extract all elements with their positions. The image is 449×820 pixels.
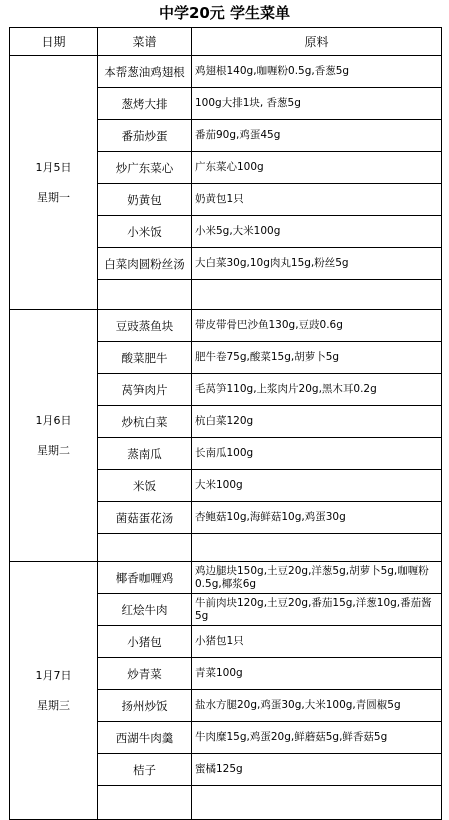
dish-cell [98,534,192,562]
dish-cell: 菌菇蛋花汤 [98,502,192,534]
header-row [10,28,442,56]
header-date: 日期 [10,28,98,56]
day-weekday: 星期三 [37,698,70,712]
ingredients-cell: 小米5g,大米100g [192,216,442,248]
ingredients-cell: 小猪包1只 [192,626,442,658]
ingredients-cell: 大白菜30g,10g肉丸15g,粉丝5g [192,248,442,280]
ingredients-cell: 长南瓜100g [192,438,442,470]
day-date: 1月5日 [35,160,72,174]
ingredients-cell: 鸡边腿块150g,土豆20g,洋葱5g,胡萝卜5g,咖喱粉0.5g,椰浆6g [192,562,442,594]
ingredients-cell [192,534,442,562]
dish-cell: 小米饭 [98,216,192,248]
dish-cell: 葱烤大排 [98,88,192,120]
table-row [10,310,442,342]
dish-cell: 番茄炒蛋 [98,120,192,152]
day-weekday: 星期一 [37,190,70,204]
dish-cell: 小猪包 [98,626,192,658]
ingredients-cell [192,786,442,820]
day-cell [10,56,98,310]
ingredients-cell: 奶黄包1只 [192,184,442,216]
day-date: 1月6日 [35,413,72,427]
table-row [10,562,442,594]
dish-cell: 酸菜肥牛 [98,342,192,374]
ingredients-cell: 肥牛卷75g,酸菜15g,胡萝卜5g [192,342,442,374]
ingredients-cell: 杏鲍菇10g,海鲜菇10g,鸡蛋30g [192,502,442,534]
dish-cell: 本帮葱油鸡翅根 [98,56,192,88]
ingredients-cell: 杭白菜120g [192,406,442,438]
ingredients-cell: 100g大排1块, 香葱5g [192,88,442,120]
ingredients-cell: 牛前肉块120g,土豆20g,番茄15g,洋葱10g,番茄酱5g [192,594,442,626]
page-title: 中学20元 学生菜单 [158,4,291,22]
day-date: 1月7日 [35,668,72,682]
ingredients-cell: 大米100g [192,470,442,502]
dish-cell: 米饭 [98,470,192,502]
ingredients-cell: 青菜100g [192,658,442,690]
dish-cell: 奶黄包 [98,184,192,216]
dish-cell [98,786,192,820]
table-row [10,56,442,88]
dish-cell: 扬州炒饭 [98,690,192,722]
ingredients-cell: 带皮带骨巴沙鱼130g,豆豉0.6g [192,310,442,342]
dish-cell: 豆豉蒸鱼块 [98,310,192,342]
header-dish: 菜谱 [98,28,192,56]
dish-cell: 红烩牛肉 [98,594,192,626]
day-cell [10,562,98,820]
day-cell [10,310,98,562]
dish-cell: 白菜肉圆粉丝汤 [98,248,192,280]
ingredients-cell: 广东菜心100g [192,152,442,184]
ingredients-cell: 牛肉糜15g,鸡蛋20g,鲜蘑菇5g,鲜香菇5g [192,722,442,754]
dish-cell: 炒青菜 [98,658,192,690]
day-weekday: 星期二 [37,443,70,457]
ingredients-cell [192,280,442,310]
dish-cell: 椰香咖喱鸡 [98,562,192,594]
menu-body [10,56,442,820]
menu-table [9,27,442,820]
ingredients-cell: 番茄90g,鸡蛋45g [192,120,442,152]
ingredients-cell: 盐水方腿20g,鸡蛋30g,大米100g,青圆椒5g [192,690,442,722]
ingredients-cell: 鸡翅根140g,咖喱粉0.5g,香葱5g [192,56,442,88]
dish-cell [98,280,192,310]
dish-cell: 炒广东菜心 [98,152,192,184]
dish-cell: 炒杭白菜 [98,406,192,438]
header-ingredients: 原料 [192,28,442,56]
ingredients-cell: 毛莴笋110g,上浆肉片20g,黑木耳0.2g [192,374,442,406]
dish-cell: 莴笋肉片 [98,374,192,406]
dish-cell: 西湖牛肉羹 [98,722,192,754]
dish-cell: 桔子 [98,754,192,786]
ingredients-cell: 蜜橘125g [192,754,442,786]
dish-cell: 蒸南瓜 [98,438,192,470]
